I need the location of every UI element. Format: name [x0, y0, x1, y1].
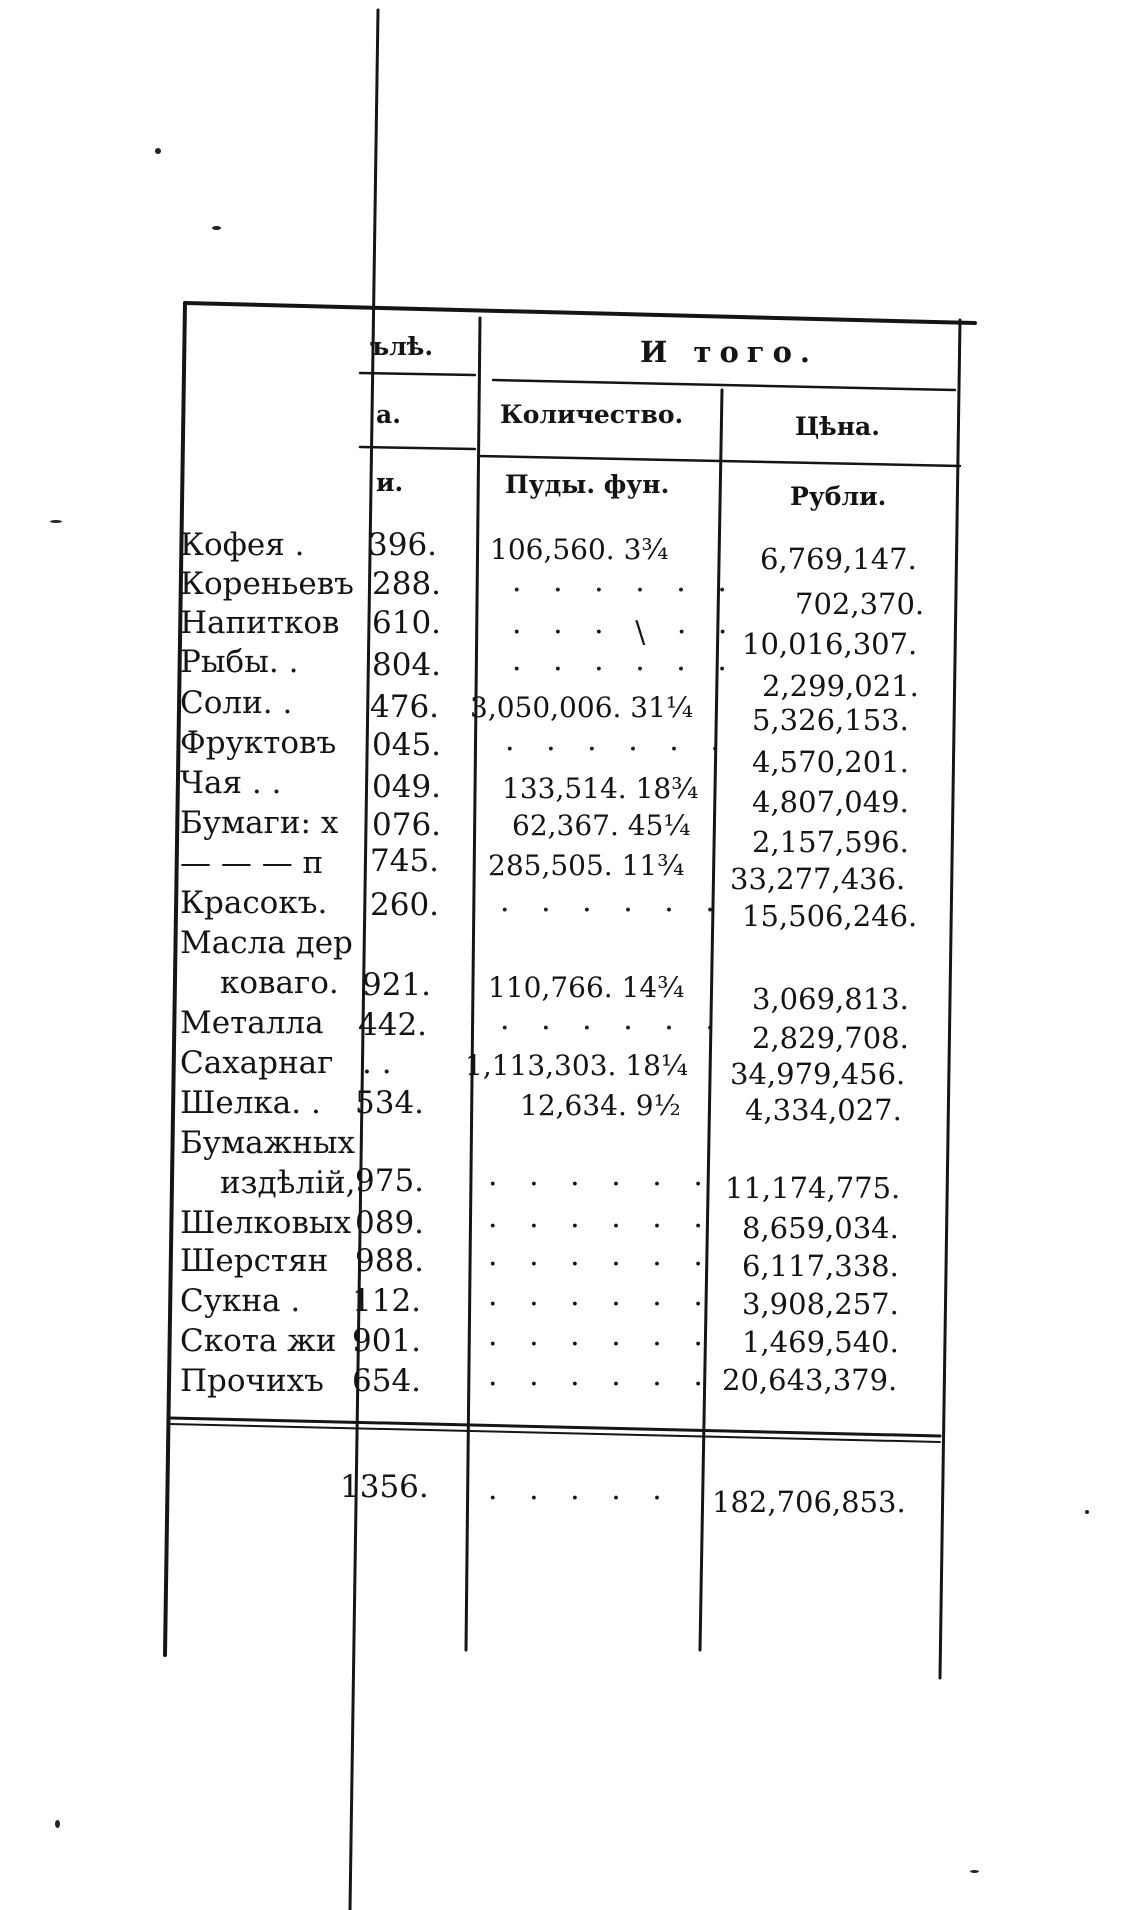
row-price: 2,829,708.	[752, 1021, 909, 1055]
row-fragment: 049.	[372, 769, 442, 805]
row-quantity: · · · \ · ·	[512, 615, 739, 650]
row-price: 33,277,436.	[730, 862, 906, 896]
row-name: Шелка. .	[180, 1085, 321, 1121]
row-fragment: 396.	[368, 527, 438, 563]
row-price: 4,570,201.	[752, 745, 909, 779]
total-price: 182,706,853.	[712, 1485, 906, 1519]
scan-speck	[970, 1870, 979, 1873]
left-header-fragment-3: и.	[376, 468, 404, 497]
row-name: издѣлій,	[220, 1165, 356, 1201]
row-price: 1,469,540.	[742, 1325, 899, 1359]
row-price: 4,334,027.	[745, 1093, 902, 1127]
row-quantity: · · · · · ·	[488, 1167, 714, 1202]
row-quantity: · · · · · ·	[500, 1011, 726, 1046]
row-fragment: 288.	[372, 566, 442, 602]
row-quantity: 285,505. 11¾	[488, 849, 685, 882]
row-fragment: 745.	[370, 843, 440, 879]
row-name: Масла дер	[180, 925, 353, 961]
row-price: 20,643,379.	[722, 1363, 898, 1397]
scan-speck	[155, 148, 161, 154]
row-quantity: · · · · · ·	[512, 652, 738, 687]
row-price: 3,908,257.	[742, 1287, 899, 1321]
row-quantity: 1,113,303. 18¼	[465, 1049, 689, 1082]
row-name: Рыбы. .	[180, 644, 299, 680]
row-price: 4,807,049.	[752, 785, 909, 819]
row-quantity: 110,766. 14¾	[488, 971, 685, 1004]
row-fragment: 076.	[372, 807, 442, 843]
row-quantity: 3,050,006. 31¼	[470, 691, 694, 724]
row-quantity: · · · · · ·	[512, 573, 738, 608]
row-name: Сахарнаг	[180, 1045, 334, 1081]
row-fragment: 901.	[352, 1323, 422, 1359]
row-fragment: 260.	[370, 887, 440, 923]
scan-speck	[212, 226, 221, 230]
row-price: 11,174,775.	[725, 1171, 901, 1205]
left-header-fragment-2: а.	[376, 400, 401, 429]
row-name: коваго.	[220, 965, 339, 1001]
row-name: Шелковых	[180, 1205, 352, 1241]
row-name: Бумажных	[180, 1125, 355, 1161]
row-price: 10,016,307.	[742, 627, 918, 661]
scan-speck	[1085, 1510, 1089, 1514]
row-quantity: 106,560. 3¾	[490, 533, 669, 566]
row-name: Скота жи	[180, 1323, 337, 1359]
row-quantity: · · · · · ·	[488, 1327, 714, 1362]
unit-price-header: Рубли.	[790, 482, 887, 511]
total-quantity: · · · · ·	[488, 1481, 673, 1516]
row-price: 6,117,338.	[742, 1249, 899, 1283]
row-price: 702,370.	[795, 587, 925, 621]
row-price: 5,326,153.	[752, 703, 909, 737]
row-name: Кофея .	[180, 527, 305, 563]
row-name: Металла	[180, 1005, 324, 1041]
row-quantity: 133,514. 18¾	[502, 772, 699, 805]
row-name: Шерстян	[180, 1243, 329, 1279]
row-name: Прочихъ	[180, 1363, 324, 1399]
row-name: — — — п	[180, 845, 324, 881]
col-price-header: Цѣна.	[795, 412, 880, 441]
row-fragment: 921.	[362, 967, 432, 1003]
row-quantity: · · · · · ·	[488, 1247, 714, 1282]
unit-quantity-header: Пуды. фун.	[505, 470, 670, 499]
row-fragment: 804.	[372, 647, 442, 683]
scan-speck	[50, 520, 62, 523]
row-fragment: 988.	[355, 1243, 425, 1279]
row-fragment: 610.	[372, 605, 442, 641]
col-quantity-header: Количество.	[500, 400, 684, 429]
row-quantity: 12,634. 9½	[520, 1089, 681, 1122]
row-fragment: 112.	[352, 1283, 422, 1319]
row-quantity: · · · · · ·	[505, 732, 731, 767]
row-quantity: 62,367. 45¼	[512, 809, 691, 842]
row-name: Фруктовъ	[180, 725, 337, 761]
row-fragment: 654.	[352, 1363, 422, 1399]
row-name: Соли. .	[180, 685, 293, 721]
row-fragment: 442.	[358, 1007, 428, 1043]
row-price: 6,769,147.	[760, 542, 917, 576]
row-fragment: . .	[362, 1045, 392, 1081]
row-price: 8,659,034.	[742, 1211, 899, 1245]
row-name: Чая . .	[180, 765, 282, 801]
row-fragment: 534.	[355, 1085, 425, 1121]
row-name: Напитков	[180, 605, 340, 641]
row-name: Сукна .	[180, 1283, 301, 1319]
row-quantity: · · · · · ·	[488, 1367, 714, 1402]
row-fragment: 045.	[372, 727, 442, 763]
row-quantity: · · · · · ·	[488, 1209, 714, 1244]
row-price: 34,979,456.	[730, 1057, 906, 1091]
row-price: 3,069,813.	[752, 982, 909, 1016]
row-quantity: · · · · · ·	[500, 893, 726, 928]
row-fragment: 476.	[370, 689, 440, 725]
row-name: Красокъ.	[180, 885, 328, 921]
row-quantity: · · · · · ·	[488, 1287, 714, 1322]
group-title: И того.	[640, 335, 819, 369]
row-name: Бумаги: х	[180, 805, 339, 841]
row-price: 2,299,021.	[762, 669, 919, 703]
total-fragment: 1356.	[340, 1469, 429, 1505]
left-header-fragment-1: ълѣ.	[370, 332, 434, 361]
row-fragment: 975.	[355, 1163, 425, 1199]
scan-speck	[55, 1820, 60, 1828]
row-fragment: 089.	[355, 1205, 425, 1241]
row-price: 2,157,596.	[752, 825, 909, 859]
row-price: 15,506,246.	[742, 899, 918, 933]
row-name: Кореньевъ	[180, 566, 354, 602]
